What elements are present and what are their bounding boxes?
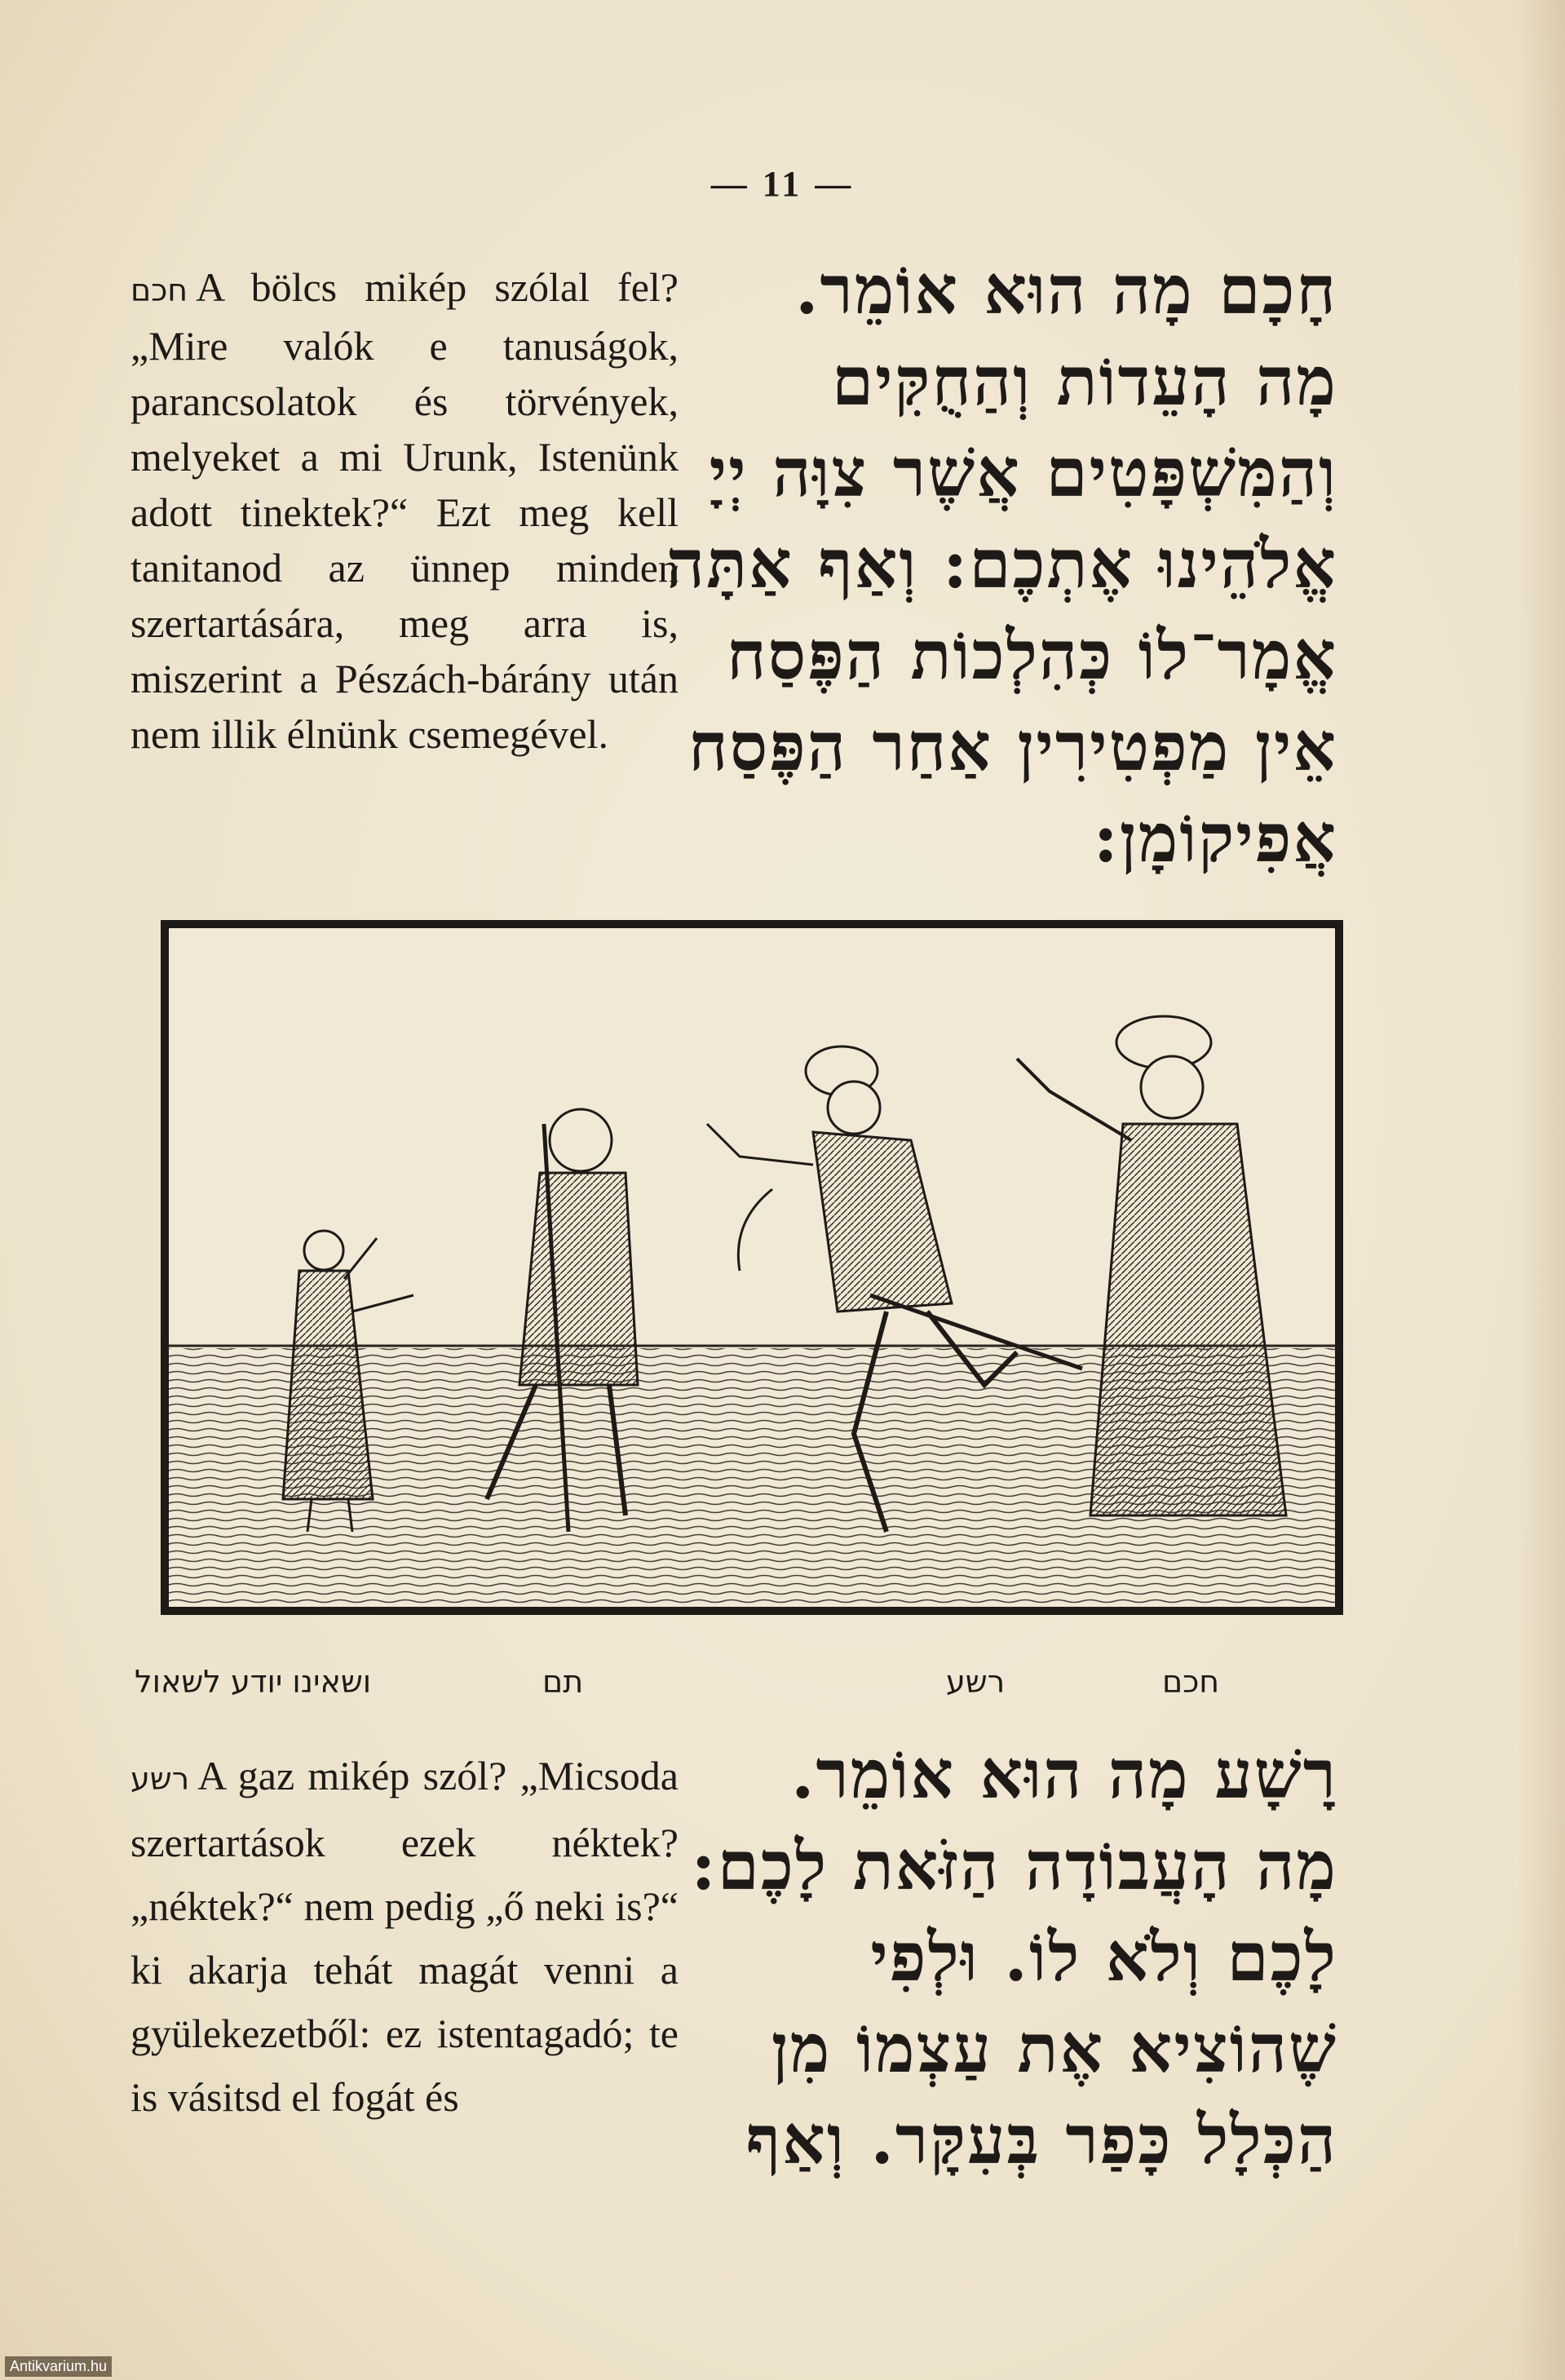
hungarian-text-wicked-son: A gaz mikép szól? „Micsoda szertartások ezek néktek? „néktek?“ nem pedig „ő neki is?“ ki akarja tehát magát venni a gyülekezetből: ez istentagadó; te is vásitsd el fogát és (130, 1753, 679, 2120)
illustration-caption-cannot-ask: ושאינו יודע לשאול (135, 1664, 372, 1700)
hebrew-tag-rasha: רשע (130, 1761, 190, 1797)
woodcut-illustration-four-sons (161, 920, 1343, 1615)
hebrew-line: וְהַמִּשְׁפָּטִים אֲשֶׁר צִוָּה יְיָ (709, 434, 1337, 512)
hebrew-line: לָכֶם וְלֹא לוֹ. וּלְפִי (870, 1918, 1337, 1997)
hebrew-text-wise-son (665, 245, 1337, 884)
watermark: Antikvarium.hu (5, 2356, 112, 2377)
hebrew-line: מָה הָעֵדוֹת וְהַחֻקִּים (831, 343, 1337, 421)
hebrew-line: רָשָׁע מָה הוּא אוֹמֵר. (790, 1736, 1337, 1814)
hebrew-line: מָה הָעֲבוֹדָה הַזֹּאת לָכֶם: (691, 1827, 1337, 1905)
hebrew-line: אֱמָר־לוֹ כְּהִלְכוֹת הַפֶּסַח (727, 617, 1337, 695)
four-sons-woodcut (169, 928, 1335, 1607)
hebrew-text-wicked-son (691, 1729, 1337, 2186)
illustration-caption-wicked: רשע (946, 1664, 1006, 1700)
page-edge-shadow (1516, 0, 1565, 2380)
hebrew-line: הַכְּלָל כָּפַר בְּעִקָּר. וְאַף (745, 2101, 1337, 2179)
illustration-caption-simple: תם (542, 1664, 584, 1700)
hungarian-text-wise-son: A bölcs mikép szólal fel? „Mire valók e tanuságok, parancsolatok és törvények, melyeket a mi Urunk, Istenünk adott tinektek?“ Ezt meg kell tanitanod az ünnep minden szertartására, meg arra is, miszerint a Pészách-bárány után nem illik élnünk csemegével. (130, 264, 679, 757)
hebrew-line: שֶׁהוֹצִיא אֶת עַצְמוֹ מִן (771, 2010, 1337, 2088)
hebrew-line: אֱלֹהֵינוּ אֶתְכֶם: וְאַף אַתָּה (665, 525, 1337, 604)
illustration-caption-wise: חכם (1162, 1664, 1220, 1700)
hungarian-paragraph-wise-son (130, 259, 679, 762)
hebrew-tag-chacham: חכם (130, 272, 188, 308)
hebrew-line: אֵין מַפְטִירִין אַחַר הַפֶּסַח (687, 708, 1337, 786)
hebrew-line: חָכָם מָה הוּא אוֹמֵר. (794, 251, 1337, 330)
page-number: — 11 — (710, 164, 855, 204)
hungarian-paragraph-wicked-son (130, 1744, 679, 2129)
hebrew-line: אֲפִיקוֹמָן: (1093, 799, 1337, 878)
